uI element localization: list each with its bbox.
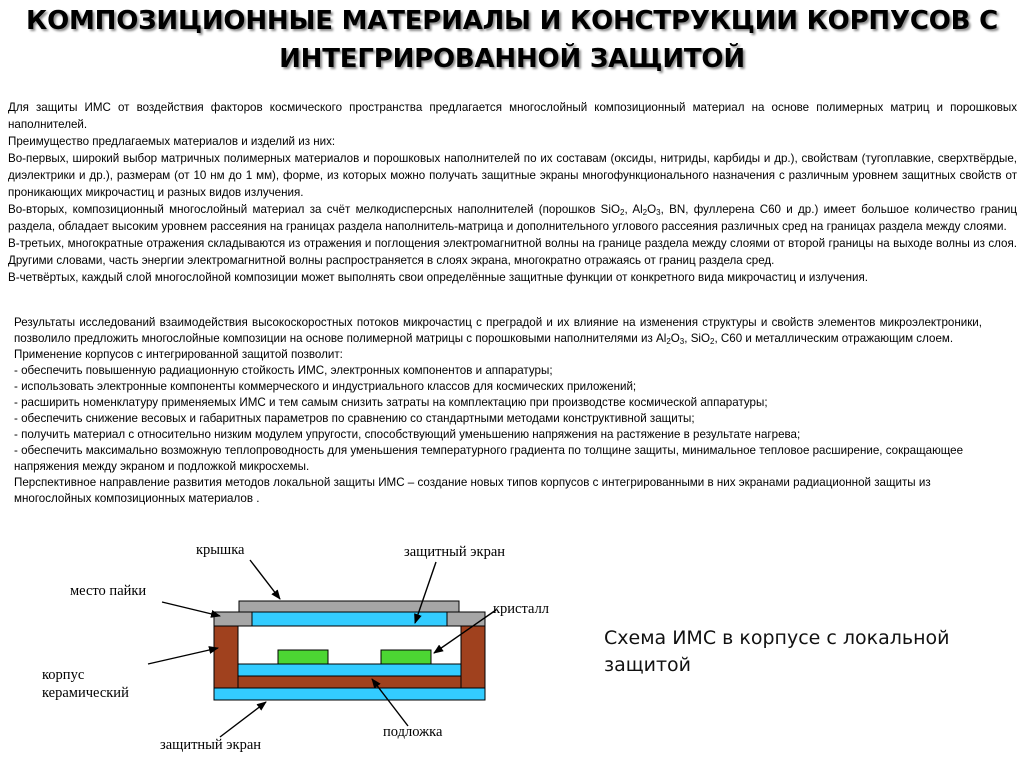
page-title [0, 2, 1024, 78]
label-shield-top: защитный экран [404, 544, 506, 560]
paragraph: В-третьих, многократные отражения складываются из отражения и поглощения электромагнитной волны на границе раздела между слоями от второй границы на выходе волны из слоя. Другими словами, часть энергии электромагнитной волны распространяется в слоях экрана, многократно отражаясь от границ раздела сред. [8, 237, 1017, 267]
arrow-shield-bottom [220, 702, 266, 737]
diagram-caption: Схема ИМС в корпусе с локальной защитой [604, 627, 950, 676]
arrow-case [148, 648, 218, 664]
case-wall-right [461, 626, 485, 688]
title-line-1: КОМПОЗИЦИОННЫЕ МАТЕРИАЛЫ И КОНСТРУКЦИИ КОРПУСОВ С [26, 6, 998, 36]
crystal-left [278, 650, 328, 664]
crystal-right [381, 650, 431, 664]
label-shield-bottom: защитный экран [160, 737, 262, 753]
label-solder: место пайки [70, 583, 147, 599]
list-item: - обеспечить снижение весовых и габаритных параметров по сравнению со стандартными методами конструктивной защиты; [14, 412, 695, 425]
list-item: - обеспечить максимально возможную теплопроводность для уменьшения температурного градиента по толщине защиты, минимальное тепловое расширение, сокращающее напряжения между экраном и подложкой микросхемы. [14, 444, 964, 473]
paragraph: Для защиты ИМС от воздействия факторов космического пространства предлагается многослойный композиционный материал на основе полимерных матриц и порошковых наполнителей. [8, 101, 1017, 131]
label-lid: крышка [196, 542, 245, 558]
paragraph: Перспективное направление развития методов локальной защиты ИМС – создание новых типов корпусов с интегрированными в них экранами радиационной защиты из многослойных композиционных материалов . [14, 476, 931, 505]
diagram-drawing [30, 540, 590, 767]
paragraph: В-четвёртых, каждый слой многослойной композиции может выполнять свои определённые защитные функции от конкретного вида микрочастиц и излучения. [8, 271, 868, 284]
inner-shield-layer [238, 664, 461, 676]
solder-left [214, 612, 252, 626]
paragraph: Преимущество предлагаемых материалов и изделий из них: [8, 135, 336, 148]
paragraph: Результаты исследований взаимодействия высокоскоростных потоков микрочастиц с преградой и их влияние на изменения структуры и свойств элементов микроэлектроники, позволило предложить многослойные композиции на основе полимерной матрицы с порошковыми наполнителями из $Al_2O_3$, SiO$_2$, C60 и металлическим отражающим слоем. [14, 316, 982, 346]
results-text-block [14, 315, 982, 507]
arrow-lid [250, 560, 280, 599]
label-case-line1: корпус [42, 667, 85, 683]
paragraph: Применение корпусов с интегрированной защитой позволит: [14, 348, 343, 361]
ims-package-diagram [30, 540, 590, 767]
title-line-2: ИНТЕГРИРОВАННОЙ ЗАЩИТОЙ [279, 44, 745, 74]
list-item: - получить материал с относительно низким модулем упругости, способствующий уменьшению напряжения на растяжение в результате нагрева; [14, 428, 801, 441]
solder-right [447, 612, 485, 626]
paragraph: Во-первых, широкий выбор матричных полимерных материалов и порошковых наполнителей по их составам (оксиды, нитриды, карбиды и др.), свойствам (тугоплавкие, сверхтвёрдые, диэлектрики и др.), размерам (от 10 нм до 1 мм), форме, из которых можно получать защитные экраны многофункционального назначения с различным уровнем защитных свойств от проникающих микрочастиц и разных видов излучения. [8, 152, 1017, 199]
lid-layer [239, 601, 459, 612]
label-substrate: подложка [383, 724, 443, 740]
list-item: - использовать электронные компоненты коммерческого и индустриального классов для космических приложений; [14, 380, 637, 393]
substrate-layer [238, 676, 461, 688]
label-case-line2: керамический [42, 685, 129, 701]
paragraph: Во-вторых, композиционный многослойный материал за счёт мелкодисперсных наполнителей (порошков SiO$_2$, $Al_2O_3$, BN, фуллерена C60 и др.) имеет большое количество границ раздела, обладает высоким уровнем рассеяния на границах раздела наполнитель-матрица и дополнительного углового рассеяния различных сред на границах раздела между слоями. [8, 203, 1017, 233]
label-crystal: кристалл [493, 601, 550, 617]
list-item: - обеспечить повышенную радиационную стойкость ИМС, электронных компонентов и аппаратуры; [14, 364, 553, 377]
bottom-shield-layer [214, 688, 485, 700]
intro-text-block [8, 99, 1017, 286]
arrow-solder [162, 602, 220, 616]
list-item: - расширить номенклатуру применяемых ИМС и тем самым снизить затраты на комплектацию при производстве космической аппаратуры; [14, 396, 768, 409]
case-wall-left [214, 626, 238, 688]
